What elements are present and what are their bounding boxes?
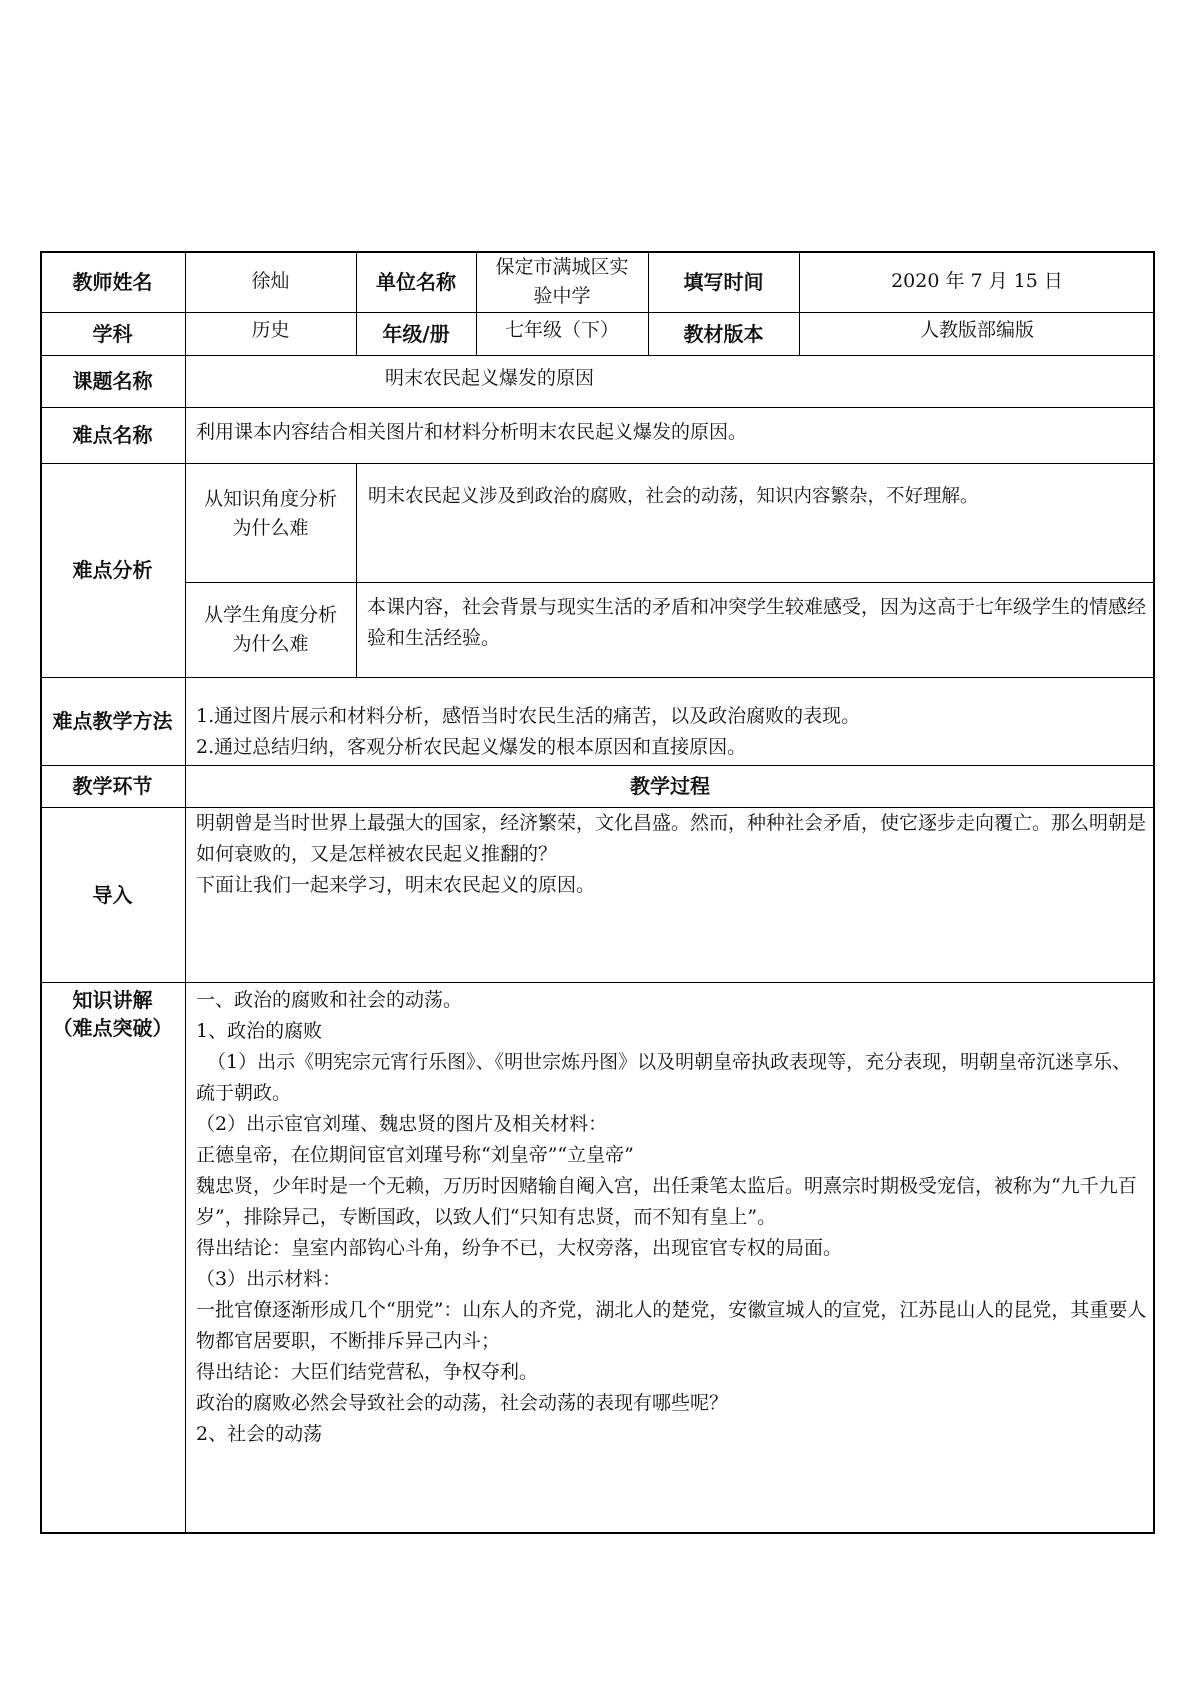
knowledge-line: 正德皇帝，在位期间宦官刘瑾号称“刘皇帝”“立皇帝” <box>196 1144 634 1166</box>
knowledge-line: 政治的腐败必然会导致社会的动荡，社会动荡的表现有哪些呢？ <box>196 1392 729 1414</box>
topic-label: 课题名称 <box>72 369 153 393</box>
grade-value: 七年级（下） <box>504 319 619 341</box>
subject-value: 历史 <box>251 319 290 341</box>
knowledge-line: 1、政治的腐败 <box>196 1020 323 1042</box>
intro-line-1: 明朝曾是当时世界上最强大的国家，经济繁荣，文化昌盛。然而，种种社会矛盾，使它逐步走向覆亡。那么明朝是如何衰败的，又是怎样被农民起义推翻的？ <box>196 812 1147 865</box>
lesson-plan-table <box>40 251 1155 1534</box>
column-divider <box>648 251 649 355</box>
column-divider <box>799 251 800 355</box>
difficulty-value: 利用课本内容结合相关图片和材料分析明末农民起义爆发的原因。 <box>196 420 748 443</box>
knowledge-label <box>40 986 185 1050</box>
knowledge-line: 魏忠贤，少年时是一个无赖，万历时因赌输自阉入宫，出任秉笔太监后。明熹宗时期极受宠信，被称为“九千九百岁”，排除异己，专断国政，以致人们“只知有忠贤，而不知有皇上”。 <box>196 1175 1137 1228</box>
grade-label: 年级/册 <box>382 321 450 346</box>
column-divider <box>356 251 357 355</box>
method-line-1: 1.通过图片展示和材料分析，感悟当时农民生活的痛苦，以及政治腐败的表现。 <box>196 705 861 727</box>
unit-name-value: 保定市满城区实验中学 <box>495 255 629 307</box>
fill-date-label: 填写时间 <box>683 269 764 294</box>
row-divider <box>40 982 1155 983</box>
intro-label: 导入 <box>92 882 133 907</box>
method-label: 难点教学方法 <box>52 709 173 733</box>
knowledge-angle-text: 明末农民起义涉及到政治的腐败，社会的动荡，知识内容繁杂，不好理解。 <box>368 486 979 507</box>
topic-value: 明末农民起义爆发的原因 <box>385 366 595 389</box>
process-header: 教学过程 <box>630 774 710 798</box>
method-text <box>185 701 1155 761</box>
knowledge-line: 得出结论：皇室内部钩心斗角，纷争不已，大权旁落，出现宦官专权的局面。 <box>196 1237 843 1259</box>
student-angle-label: 从学生角度分析为什么难 <box>203 603 337 655</box>
table-border-right <box>1153 251 1155 1534</box>
column-divider <box>356 463 357 677</box>
knowledge-line: （2）出示宦官刘瑾、魏忠贤的图片及相关材料： <box>196 1113 608 1135</box>
student-angle-text: 本课内容，社会背景与现实生活的矛盾和冲突学生较难感受，因为这高于七年级学生的情感经验和生活经验。 <box>367 596 1147 649</box>
row-divider <box>40 407 1155 408</box>
knowledge-line: 2、社会的动荡 <box>196 1423 323 1445</box>
unit-name-label: 单位名称 <box>376 269 456 294</box>
fill-date-value: 2020 年 7 月 15 日 <box>891 270 1063 292</box>
column-divider <box>476 251 477 355</box>
row-divider <box>40 355 1155 356</box>
knowledge-line: 一批官僚逐渐形成几个“朋党”：山东人的齐党，湖北人的楚党，安徽宣城人的宣党，江苏昆山人的昆党，其重要人物都官居要职，不断排斥异己内斗； <box>196 1299 1147 1352</box>
row-divider <box>40 807 1155 808</box>
row-divider <box>40 463 1155 464</box>
row-divider <box>40 312 1155 313</box>
teacher-name-value: 徐灿 <box>251 270 290 292</box>
table-border-top <box>40 251 1155 253</box>
row-divider <box>40 677 1155 678</box>
intro-text <box>185 808 1155 978</box>
row-divider <box>185 582 1155 583</box>
knowledge-line: 一、政治的腐败和社会的动荡。 <box>196 989 463 1011</box>
edition-value: 人教版部编版 <box>919 319 1034 341</box>
subject-label: 学科 <box>92 321 133 346</box>
teacher-name-label: 教师姓名 <box>72 269 153 294</box>
difficulty-label: 难点名称 <box>72 423 153 447</box>
knowledge-line: （1）出示《明宪宗元宵行乐图》、《明世宗炼丹图》以及明朝皇帝执政表现等，充分表现，明朝皇帝沉迷享乐、疏于朝政。 <box>196 1051 1132 1104</box>
knowledge-text <box>185 985 1155 1533</box>
table-border-bottom <box>40 1532 1155 1534</box>
analysis-label: 难点分析 <box>72 558 153 582</box>
knowledge-angle-label: 从知识角度分析为什么难 <box>203 487 337 539</box>
column-divider <box>185 251 186 1534</box>
knowledge-line: 得出结论：大臣们结党营私，争权夺利。 <box>196 1361 539 1383</box>
intro-line-2: 下面让我们一起来学习，明末农民起义的原因。 <box>196 874 596 896</box>
knowledge-line: （3）出示材料： <box>196 1268 342 1290</box>
edition-label: 教材版本 <box>683 321 764 346</box>
row-divider <box>40 765 1155 766</box>
knowledge-label-line-2: （难点突破） <box>52 1016 173 1040</box>
knowledge-label-line-1: 知识讲解 <box>72 988 153 1012</box>
table-border-left <box>40 251 42 1534</box>
stage-header: 教学环节 <box>72 774 153 798</box>
method-line-2: 2.通过总结归纳，客观分析农民起义爆发的根本原因和直接原因。 <box>196 736 747 758</box>
